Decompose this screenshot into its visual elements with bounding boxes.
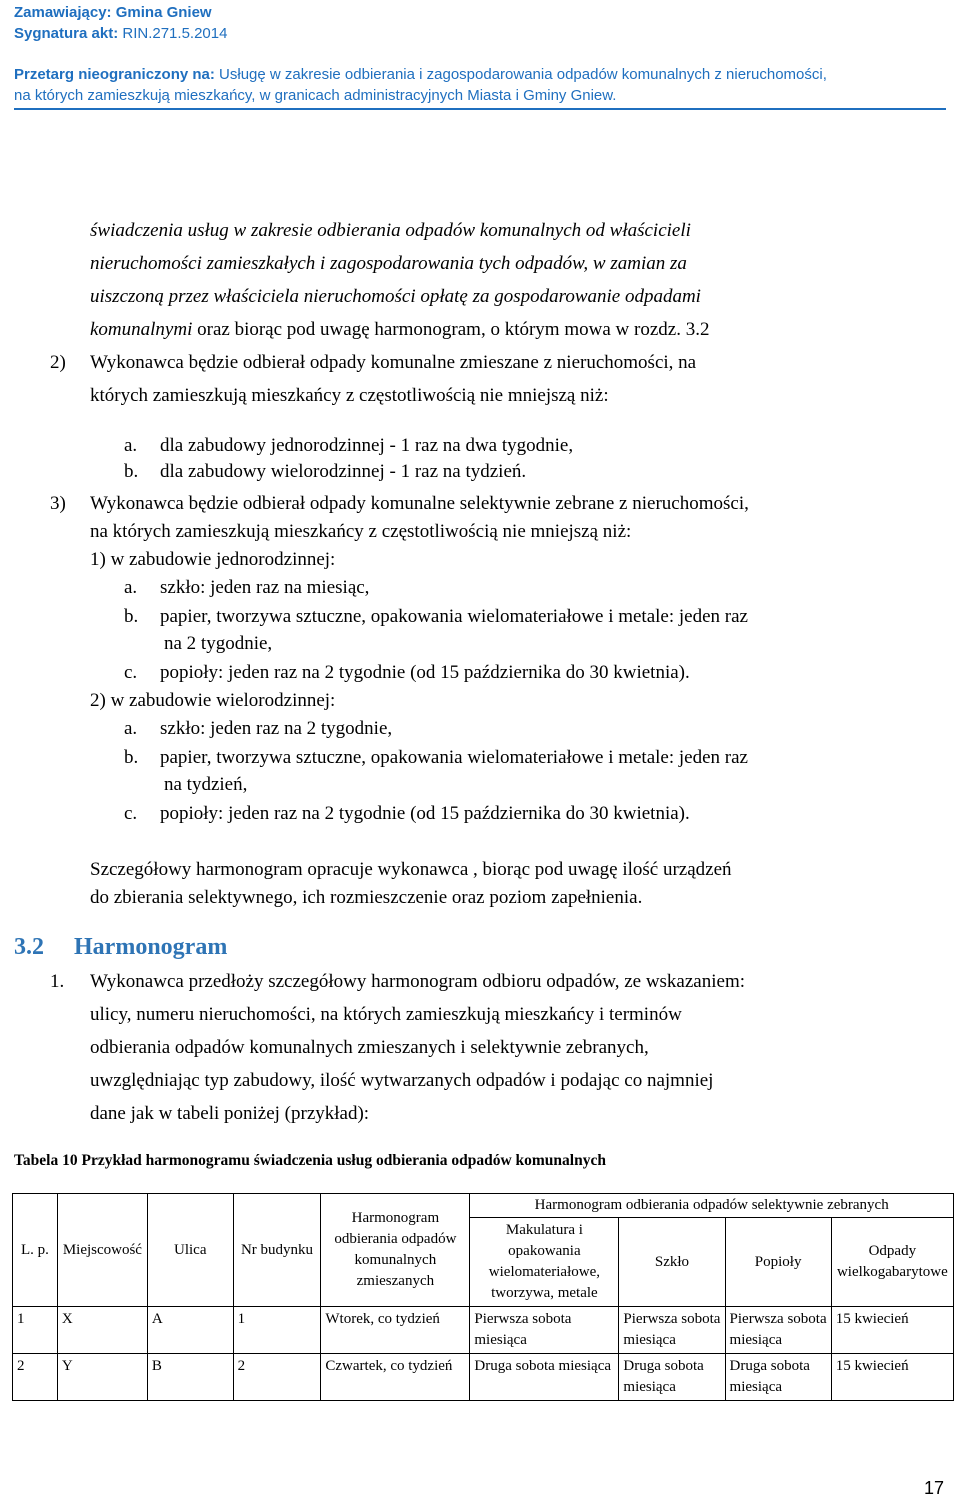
cell-zmieszane: Czwartek, co tydzień xyxy=(321,1354,470,1401)
s1-a-letter: a. xyxy=(124,577,138,598)
header-makulatura: Makulatura i opakowania wielomateriałowe, tworzywa, metale xyxy=(470,1218,619,1307)
header-popioly: Popioły xyxy=(725,1218,831,1307)
page-number: 17 xyxy=(923,1478,944,1498)
intro-line-4-italic: komunalnymi xyxy=(90,319,193,340)
point-2-a-text: dla zabudowy jednorodzinnej - 1 raz na dwa tygodnie, xyxy=(160,435,574,456)
cell-popioly: Pierwsza sobota miesiąca xyxy=(725,1307,831,1354)
tender-line-2 xyxy=(14,85,616,106)
table-row xyxy=(13,1307,954,1354)
orderer-value: Gmina Gniew xyxy=(115,4,212,21)
header-selektywne-group: Harmonogram odbierania odpadów selektywnie zebranych xyxy=(470,1194,954,1218)
table-row xyxy=(13,1354,954,1401)
s1-c-text: popioły: jeden raz na 2 tygodnie (od 15 października do 30 kwietnia). xyxy=(160,662,690,683)
s1-a-text: szkło: jeden raz na miesiąc, xyxy=(160,577,370,598)
point-3-number: 3) xyxy=(50,493,66,514)
point-2-line-2: których zamieszkują mieszkańcy z częstotliwością nie mniejszą niż: xyxy=(90,385,609,406)
s1-b-text-2: na 2 tygodnie, xyxy=(164,633,273,654)
header-divider xyxy=(14,108,946,110)
cell-miejscowosc: X xyxy=(57,1307,147,1354)
harmonogram-line-2: ulicy, numeru nieruchomości, na których zamieszkują mieszkańcy i terminów xyxy=(90,1004,682,1025)
s1-b-text-1: papier, tworzywa sztuczne, opakowania wielomateriałowe i metale: jeden raz xyxy=(160,606,748,627)
header-nr-budynku: Nr budynku xyxy=(233,1194,321,1307)
s2-a-letter: a. xyxy=(124,718,138,739)
header-harmonogram-zmieszanych: Harmonogram odbierania odpadów komunalnych zmieszanych xyxy=(321,1194,470,1307)
tender-value-1: Usługę w zakresie odbierania i zagospodarowania odpadów komunalnych z nieruchomości, xyxy=(219,66,827,83)
signature-value: RIN.271.5.2014 xyxy=(122,25,228,42)
cell-wielkogabarytowe: 15 kwiecień xyxy=(831,1354,953,1401)
s2-b-letter: b. xyxy=(124,747,139,768)
s2-a-text: szkło: jeden raz na 2 tygodnie, xyxy=(160,718,393,739)
tender-value-2: na których zamieszkują mieszkańcy, w granicach administracyjnych Miasta i Gminy Gniew. xyxy=(14,87,617,104)
orderer-label: Zamawiający: xyxy=(14,4,112,21)
section-title: Harmonogram xyxy=(74,934,228,960)
cell-lp: 1 xyxy=(13,1307,58,1354)
cell-zmieszane: Wtorek, co tydzień xyxy=(321,1307,470,1354)
cell-szklo: Pierwsza sobota miesiąca xyxy=(619,1307,725,1354)
point-2-line-1: Wykonawca będzie odbierał odpady komunalne zmieszane z nieruchomości, na xyxy=(90,352,697,373)
intro-line-1: świadczenia usług w zakresie odbierania odpadów komunalnych od właścicieli xyxy=(90,220,691,241)
cell-lp: 2 xyxy=(13,1354,58,1401)
detail-line-1: Szczegółowy harmonogram opracuje wykonawca , biorąc pod uwagę ilość urządzeń xyxy=(90,859,732,880)
subsection-2-title: 2) w zabudowie wielorodzinnej: xyxy=(90,690,336,711)
s1-b-letter: b. xyxy=(124,606,139,627)
header-wielkogabarytowe: Odpady wielkogabarytowe xyxy=(831,1218,953,1307)
cell-szklo: Druga sobota miesiąca xyxy=(619,1354,725,1401)
s2-c-letter: c. xyxy=(124,803,138,824)
header-lp: L. p. xyxy=(13,1194,58,1307)
point-3-line-1: Wykonawca będzie odbierał odpady komunalne selektywnie zebrane z nieruchomości, xyxy=(90,493,749,514)
header-ulica: Ulica xyxy=(147,1194,233,1307)
cell-makulatura: Druga sobota miesiąca xyxy=(470,1354,619,1401)
cell-nr: 1 xyxy=(233,1307,321,1354)
cell-wielkogabarytowe: 15 kwiecień xyxy=(831,1307,953,1354)
point-2-number: 2) xyxy=(50,352,66,373)
header-szklo: Szkło xyxy=(619,1218,725,1307)
detail-line-2: do zbierania selektywnego, ich rozmieszczenie oraz poziom zapełnienia. xyxy=(90,887,643,908)
point-2-a-letter: a. xyxy=(124,435,138,456)
signature-label: Sygnatura akt: xyxy=(14,25,119,42)
cell-miejscowosc: Y xyxy=(57,1354,147,1401)
intro-line-4 xyxy=(90,318,709,342)
intro-line-3: uiszczoną przez właściciela nieruchomości opłatę za gospodarowanie odpadami xyxy=(90,286,701,307)
section-number: 3.2 xyxy=(14,934,44,960)
section-heading xyxy=(14,934,227,961)
table-header-row-1 xyxy=(13,1194,954,1218)
cell-ulica: A xyxy=(147,1307,233,1354)
signature-line xyxy=(14,23,227,44)
tender-label: Przetarg nieograniczony na: xyxy=(14,66,215,83)
cell-popioly: Druga sobota miesiąca xyxy=(725,1354,831,1401)
harmonogram-line-5: dane jak w tabeli poniżej (przykład): xyxy=(90,1103,370,1124)
cell-makulatura: Pierwsza sobota miesiąca xyxy=(470,1307,619,1354)
table-caption: Tabela 10 Przykład harmonogramu świadczenia usług odbierania odpadów komunalnych xyxy=(14,1152,606,1169)
s1-c-letter: c. xyxy=(124,662,138,683)
header-miejscowosc: Miejscowość xyxy=(57,1194,147,1307)
cell-ulica: B xyxy=(147,1354,233,1401)
point-3-line-2: na których zamieszkują mieszkańcy z częstotliwością nie mniejszą niż: xyxy=(90,521,632,542)
harmonogram-item-number: 1. xyxy=(50,971,65,992)
intro-line-4-rest: oraz biorąc pod uwagę harmonogram, o którym mowa w rozdz. 3.2 xyxy=(192,319,710,340)
s2-b-text-1: papier, tworzywa sztuczne, opakowania wielomateriałowe i metale: jeden raz xyxy=(160,747,748,768)
harmonogram-line-3: odbierania odpadów komunalnych zmieszanych i selektywnie zebranych, xyxy=(90,1037,649,1058)
subsection-1-title: 1) w zabudowie jednorodzinnej: xyxy=(90,549,336,570)
harmonogram-line-1: Wykonawca przedłoży szczegółowy harmonogram odbioru odpadów, ze wskazaniem: xyxy=(90,971,745,992)
s2-b-text-2: na tydzień, xyxy=(164,774,248,795)
harmonogram-line-4: uwzględniając typ zabudowy, ilość wytwarzanych odpadów i podając co najmniej xyxy=(90,1070,714,1091)
schedule-table xyxy=(12,1193,954,1401)
tender-line-1 xyxy=(14,64,827,85)
s2-c-text: popioły: jeden raz na 2 tygodnie (od 15 października do 30 kwietnia). xyxy=(160,803,690,824)
point-2-b-text: dla zabudowy wielorodzinnej - 1 raz na tydzień. xyxy=(160,461,527,482)
point-2-b-letter: b. xyxy=(124,461,139,482)
orderer-line xyxy=(14,2,212,23)
intro-line-2: nieruchomości zamieszkałych i zagospodarowania tych odpadów, w zamian za xyxy=(90,253,687,274)
cell-nr: 2 xyxy=(233,1354,321,1401)
